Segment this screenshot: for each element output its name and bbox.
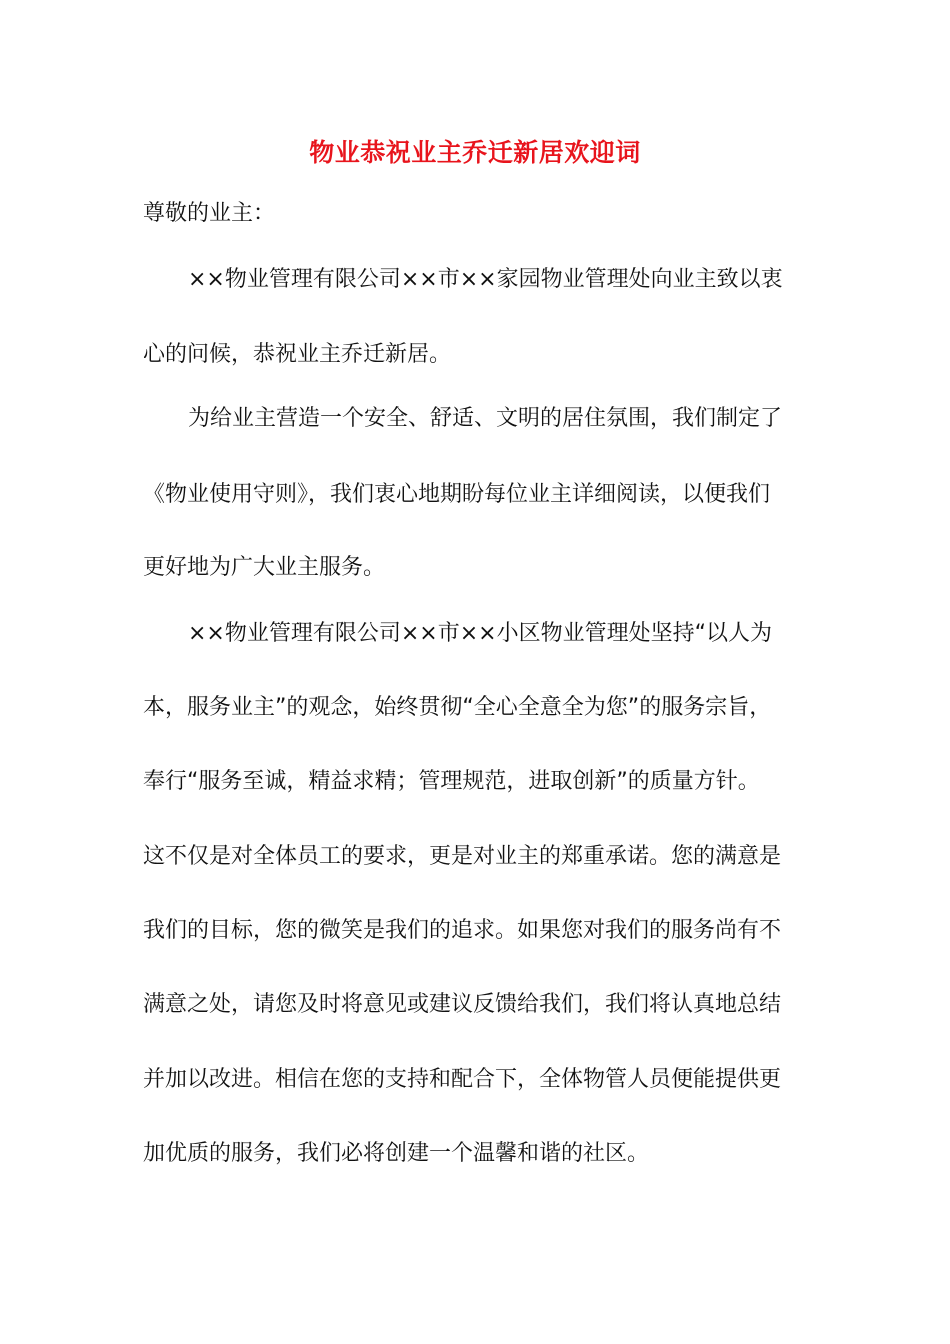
paragraph-line: 奉行“服务至诚，精益求精；管理规范，进取创新”的质量方针。: [143, 769, 760, 794]
salutation: 尊敬的业主：: [143, 201, 276, 226]
paragraph-line: 满意之处，请您及时将意见或建议反馈给我们，我们将认真地总结: [143, 992, 782, 1017]
paragraph-line: ××物业管理有限公司××市××小区物业管理处坚持“以人为: [188, 621, 773, 646]
paragraph-line: 加优质的服务，我们必将创建一个温馨和谐的社区。: [143, 1141, 650, 1166]
paragraph-line: 本，服务业主”的观念，始终贯彻“全心全意全为您”的服务宗旨，: [143, 695, 772, 720]
paragraph-line: 为给业主营造一个安全、舒适、文明的居住氛围，我们制定了: [188, 406, 783, 431]
paragraph-line: 《物业使用守则》，我们衷心地期盼每位业主详细阅读，以便我们: [143, 482, 771, 507]
paragraph-line: 并加以改进。相信在您的支持和配合下，全体物管人员便能提供更: [143, 1067, 782, 1092]
document-title: 物业恭祝业主乔迁新居欢迎词: [309, 138, 641, 167]
paragraph-line: 这不仅是对全体员工的要求，更是对业主的郑重承诺。您的满意是: [143, 844, 782, 869]
paragraph-line: 我们的目标，您的微笑是我们的追求。如果您对我们的服务尚有不: [143, 918, 782, 943]
paragraph-line: 心的问候，恭祝业主乔迁新居。: [143, 342, 452, 367]
paragraph-line: ××物业管理有限公司××市××家园物业管理处向业主致以衷: [188, 267, 783, 292]
paragraph-line: 更好地为广大业主服务。: [143, 555, 386, 580]
